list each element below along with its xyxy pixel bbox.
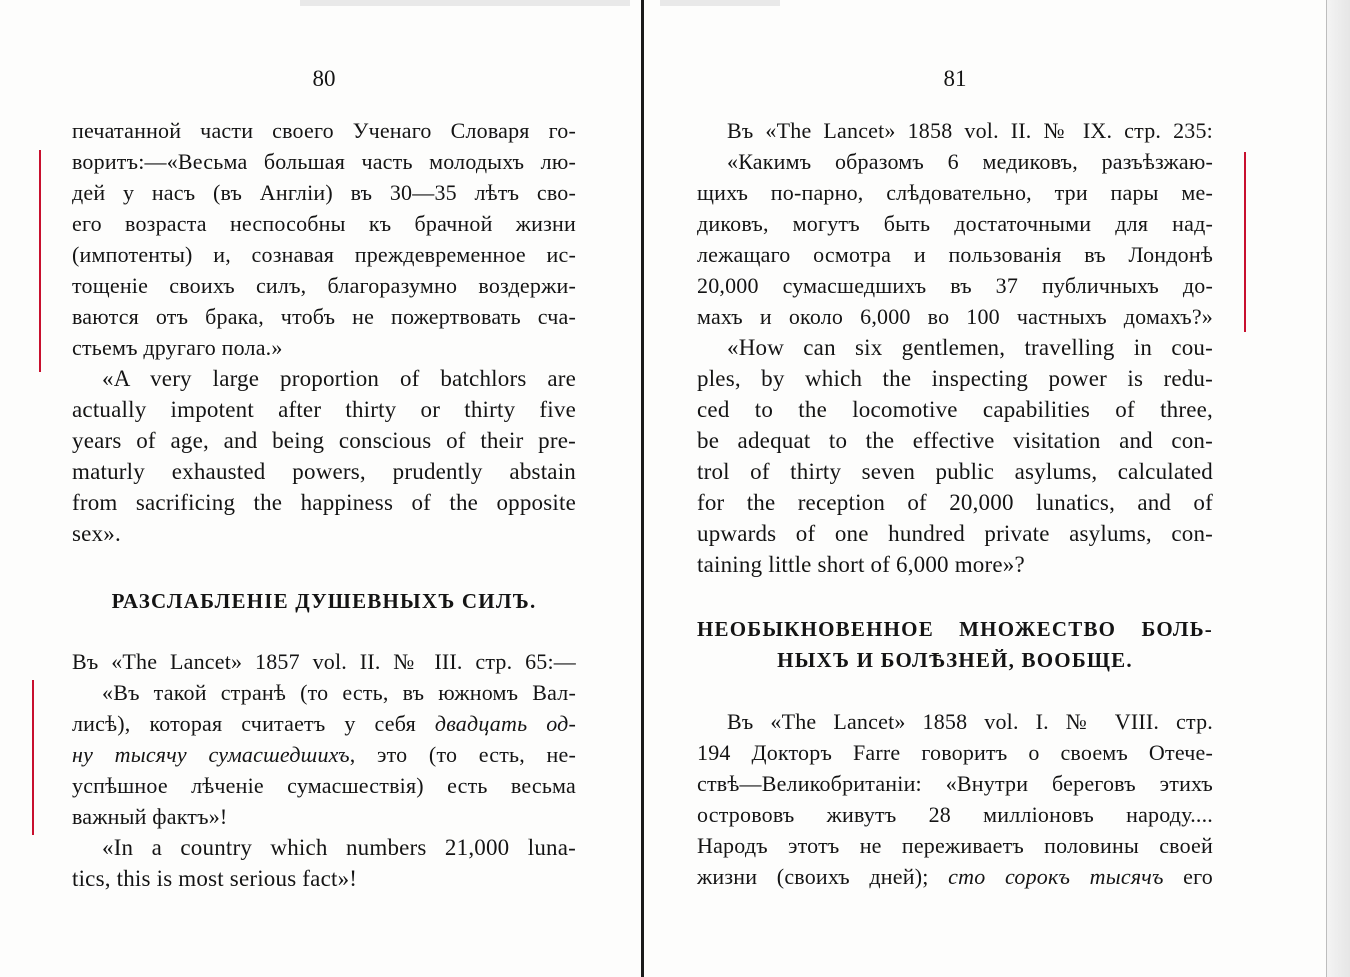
text-line: 20,000 сумасшедшихъ въ 37 публичныхъ до- (697, 273, 1213, 298)
text-line: taining little short of 6,000 more»? (697, 552, 1025, 577)
text-line: maturly exhausted powers, prudently abstain (72, 459, 576, 484)
text-line: trol of thirty seven public asylums, calculated (697, 459, 1213, 484)
text-line: sex». (72, 521, 121, 546)
page-number: 81 (943, 66, 967, 91)
text-line: «A very large proportion of batchlors are (102, 366, 576, 391)
text-line: лежащаго осмотра и пользованія въ Лондонѣ (697, 242, 1213, 267)
text-line: «In a country which numbers 21,000 luna- (102, 835, 576, 860)
text-line: «Какимъ образомъ 6 медиковъ, разъѣзжаю- (727, 149, 1213, 174)
text-span: лисѣ), которая считаетъ у себя (72, 711, 435, 736)
text-line: Въ «The Lancet» 1858 vol. II. № IX. стр. 235: (727, 118, 1213, 143)
text-line: years of age, and being conscious of their pre- (72, 428, 576, 453)
text-line: тощеніе своихъ силъ, благоразумно воздержи- (72, 273, 576, 298)
margin-mark-left-bottom (32, 680, 34, 835)
page-edge-shadow (1326, 0, 1350, 977)
text-line: for the reception of 20,000 lunatics, and of (697, 490, 1213, 515)
text-line: острововъ живутъ 28 милліоновъ народу.... (697, 802, 1213, 827)
italic-span: двадцать од- (434, 711, 576, 736)
text-line: actually impotent after thirty or thirty five (72, 397, 576, 422)
text-span: , это (то есть, не- (349, 742, 576, 767)
italic-span: сто сорокъ тысячъ (948, 864, 1164, 889)
top-edge-shadow (300, 0, 630, 6)
text-span: его (1163, 864, 1213, 889)
text-line: махъ и около 6,000 во 100 частныхъ домахъ?» (697, 304, 1213, 329)
text-line: upwards of one hundred private asylums, con- (697, 521, 1213, 546)
page-edge-line (1326, 0, 1327, 977)
book-gutter (641, 0, 644, 977)
text-line: ваются отъ брака, чтобъ не пожертвовать сча- (72, 304, 576, 329)
text-line: be adequat to the effective visitation and con- (697, 428, 1213, 453)
text-line: стьемъ другаго пола.» (72, 335, 283, 360)
text-line: диковъ, могутъ быть достаточными для над- (697, 211, 1213, 236)
page-number: 80 (312, 66, 336, 91)
text-line: from sacrificing the happiness of the opposite (72, 490, 576, 515)
text-line: дей у насъ (въ Англіи) въ 30—35 лѣтъ сво- (72, 180, 576, 205)
text-line (72, 739, 576, 770)
text-line: «Въ такой странѣ (то есть, въ южномъ Вал- (102, 680, 576, 705)
text-line: «How can six gentlemen, travelling in cou- (727, 335, 1213, 360)
text-line: tics, this is most serious fact»! (72, 866, 358, 891)
text-line: Въ «The Lancet» 1858 vol. I. № VIII. стр. (727, 709, 1213, 734)
text-line: 194 Докторъ Farre говоритъ о своемъ Отече- (697, 740, 1213, 765)
text-line: его возраста неспособны къ брачной жизни (72, 211, 576, 236)
text-line (697, 861, 1213, 892)
text-span: жизни (своихъ дней); (697, 864, 949, 889)
text-line: ствѣ—Великобританіи: «Внутри береговъ этихъ (697, 771, 1213, 796)
text-line: Народъ этотъ не переживаетъ половины своей (697, 833, 1213, 858)
margin-mark-left-top (39, 150, 41, 372)
text-line: (импотенты) и, сознавая преждевременное ис- (72, 242, 576, 267)
text-line: щихъ по-парно, слѣдовательно, три пары ме- (697, 180, 1213, 205)
text-line: важный фактъ»! (72, 804, 228, 829)
section-heading: НЕОБЫКНОВЕННОЕ МНОЖЕСТВО БОЛЬ- (697, 617, 1213, 641)
text-line: печатанной части своего Ученаго Словаря го- (72, 118, 576, 143)
text-line (72, 708, 576, 739)
text-line: Въ «The Lancet» 1857 vol. II. № III. стр. 65:— (72, 649, 576, 674)
top-edge-shadow-right (660, 0, 780, 6)
text-line: воритъ:—«Весьма большая часть молодыхъ лю- (72, 149, 576, 174)
text-line: успѣшное лѣченіе сумасшествія) есть весьма (72, 773, 576, 798)
text-line: ced to the locomotive capabilities of three, (697, 397, 1213, 422)
section-heading: РАЗСЛАБЛЕНІЕ ДУШЕВНЫХЪ СИЛЪ. (111, 589, 537, 613)
italic-span: ну тысячу сумасшедшихъ (72, 742, 350, 767)
section-heading: НЫХЪ И БОЛѢЗНЕЙ, ВООБЩЕ. (777, 648, 1133, 672)
margin-mark-right (1244, 152, 1246, 332)
text-line: ples, by which the inspecting power is redu- (697, 366, 1213, 391)
